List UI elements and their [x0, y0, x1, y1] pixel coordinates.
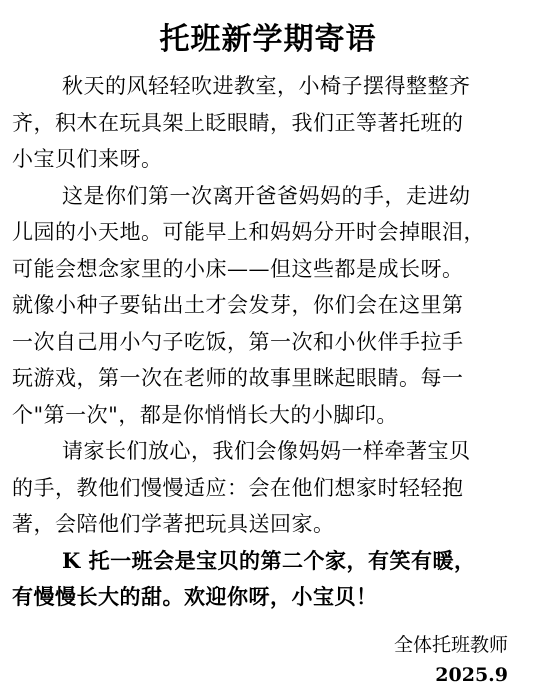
paragraph-4	[12, 543, 524, 616]
paragraph-3	[12, 433, 524, 543]
paragraph-1	[12, 68, 524, 178]
paragraph-line: 著，会陪他们学著把玩具送回家。	[12, 512, 335, 536]
paragraph-line: 有慢慢长大的甜。欢迎你呀，小宝贝！	[12, 584, 378, 609]
paragraph-line: 可能会想念家里的小床——但这些都是成长呀。	[12, 256, 464, 281]
paragraph-line: 齐，积木在玩具架上眨眼睛，我们正等著托班的	[12, 110, 464, 135]
paragraph-line: 请家长们放心，我们会像妈妈一样牵著宝贝	[62, 439, 471, 463]
paragraph-line: 就像小种子要钻出土才会发芽，你们会在这里第	[12, 293, 464, 317]
paragraph-2	[12, 178, 524, 434]
signature-author: 全体托班教师	[393, 634, 508, 656]
paragraph-line: 这是你们第一次离开爸爸妈妈的手，走进幼	[62, 183, 471, 208]
document-title: 托班新学期寄语	[159, 22, 377, 57]
paragraph-line: 个"第一次"，都是你悄悄长大的小脚印。	[12, 402, 398, 427]
signature-date: 2025.9	[435, 664, 508, 686]
paragraph-line: K 托一班会是宝贝的第二个家，有笑有暖，	[62, 547, 476, 573]
paragraph-line: 一次自己用小勺子吃饭，第一次和小伙伴手拉手	[12, 329, 464, 354]
paragraph-line: 小宝贝们来呀。	[12, 147, 163, 171]
paragraph-line: 儿园的小天地。可能早上和妈妈分开时会掉眼泪，	[12, 220, 485, 244]
paragraph-line: 秋天的风轻轻吹进教室，小椅子摆得整整齐	[62, 74, 471, 98]
paragraph-line: 的手，教他们慢慢适应：会在他们想家时轻轻抱	[12, 475, 464, 500]
document-body	[12, 68, 524, 616]
signature-block	[394, 630, 508, 690]
paragraph-line: 玩游戏，第一次在老师的故事里眯起眼睛。每一	[12, 366, 464, 390]
